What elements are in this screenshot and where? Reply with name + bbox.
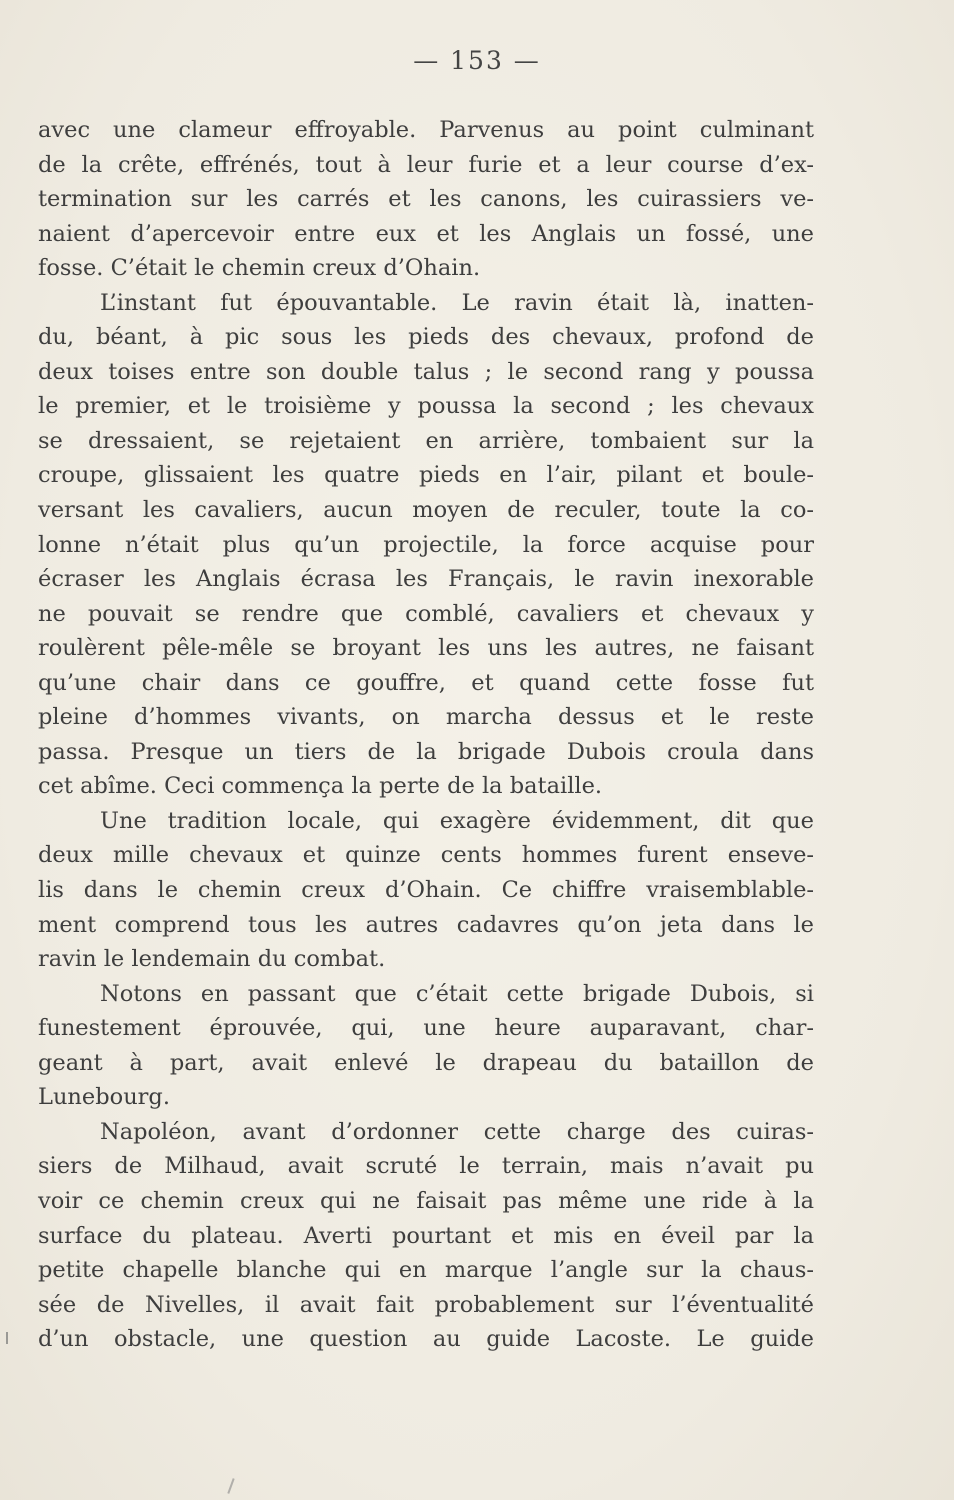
text-line: ment comprend tous les autres cadavres qu’on jeta dans le [38,911,814,938]
paragraph-3 [38,804,814,977]
text-line: versant les cavaliers, aucun moyen de reculer, toute la co- [38,497,814,524]
text-line: Napoléon, avant d’ordonner cette charge des cuiras- [100,1118,814,1145]
paragraph-4 [38,977,814,1115]
text-line: lis dans le chemin creux d’Ohain. Ce chiffre vraisemblable- [38,877,814,904]
text-line: ne pouvait se rendre que comblé, cavaliers et chevaux y [38,600,814,627]
text-line: de la crête, effrénés, tout à leur furie et a leur course d’ex- [38,151,814,178]
text-line: se dressaient, se rejetaient en arrière, tombaient sur la [38,427,814,454]
text-line: Notons en passant que c’était cette brigade Dubois, si [100,980,814,1007]
text-line: avec une clameur effroyable. Parvenus au point culminant [38,117,814,143]
text-line: le premier, et le troisième y poussa la second ; les chevaux [38,393,814,420]
text-line: d’un obstacle, une question au guide Lacoste. Le guide [38,1326,814,1353]
text-line: surface du plateau. Averti pourtant et mis en éveil par la [38,1222,814,1249]
text-line: croupe, glissaient les quatre pieds en l’air, pilant et boule- [38,462,814,489]
text-line: ravin le lendemain du combat. [38,946,386,973]
text-line: du, béant, à pic sous les pieds des chevaux, profond de [38,324,814,351]
text-line: naient d’apercevoir entre eux et les Anglais un fossé, une [38,220,814,247]
text-line: deux mille chevaux et quinze cents hommes furent enseve- [38,842,814,869]
paragraph-2 [38,286,814,804]
text-line: cet abîme. Ceci commença la perte de la bataille. [38,773,603,800]
text-line: termination sur les carrés et les canons, les cuirassiers ve- [38,186,814,213]
stray-pen-mark [227,1478,234,1494]
text-line: fosse. C’était le chemin creux d’Ohain. [38,255,481,282]
scan-edge-mark [6,1332,8,1344]
text-line: sée de Nivelles, il avait fait probablement sur l’éventualité [38,1291,814,1318]
page-number: — 153 — [413,46,541,75]
text-line: qu’une chair dans ce gouffre, et quand cette fosse fut [38,669,814,696]
paragraph-1 [38,113,814,286]
paragraph-5 [38,1115,814,1357]
text-line: geant à part, avait enlevé le drapeau du bataillon de [38,1049,814,1076]
text-line: voir ce chemin creux qui ne faisait pas même une ride à la [38,1187,814,1214]
text-line: écraser les Anglais écrasa les Français, le ravin inexorable [38,566,814,593]
body-text [38,113,814,1357]
text-line: pleine d’hommes vivants, on marcha dessus et le reste [38,704,814,731]
text-line: deux toises entre son double talus ; le second rang y poussa [38,358,814,385]
text-line: siers de Milhaud, avait scruté le terrain, mais n’avait pu [38,1153,814,1180]
text-line: petite chapelle blanche qui en marque l’angle sur la chaus- [38,1257,814,1284]
text-line: lonne n’était plus qu’un projectile, la force acquise pour [38,531,814,558]
text-line: roulèrent pêle-mêle se broyant les uns les autres, ne faisant [38,635,814,662]
text-line: Une tradition locale, qui exagère évidemment, dit que [100,807,814,834]
text-line: funestement éprouvée, qui, une heure auparavant, char- [38,1015,814,1042]
text-line: passa. Presque un tiers de la brigade Dubois croula dans [38,738,814,765]
text-line: L’instant fut épouvantable. Le ravin était là, inatten- [100,289,814,316]
text-line: Lunebourg. [38,1084,170,1111]
